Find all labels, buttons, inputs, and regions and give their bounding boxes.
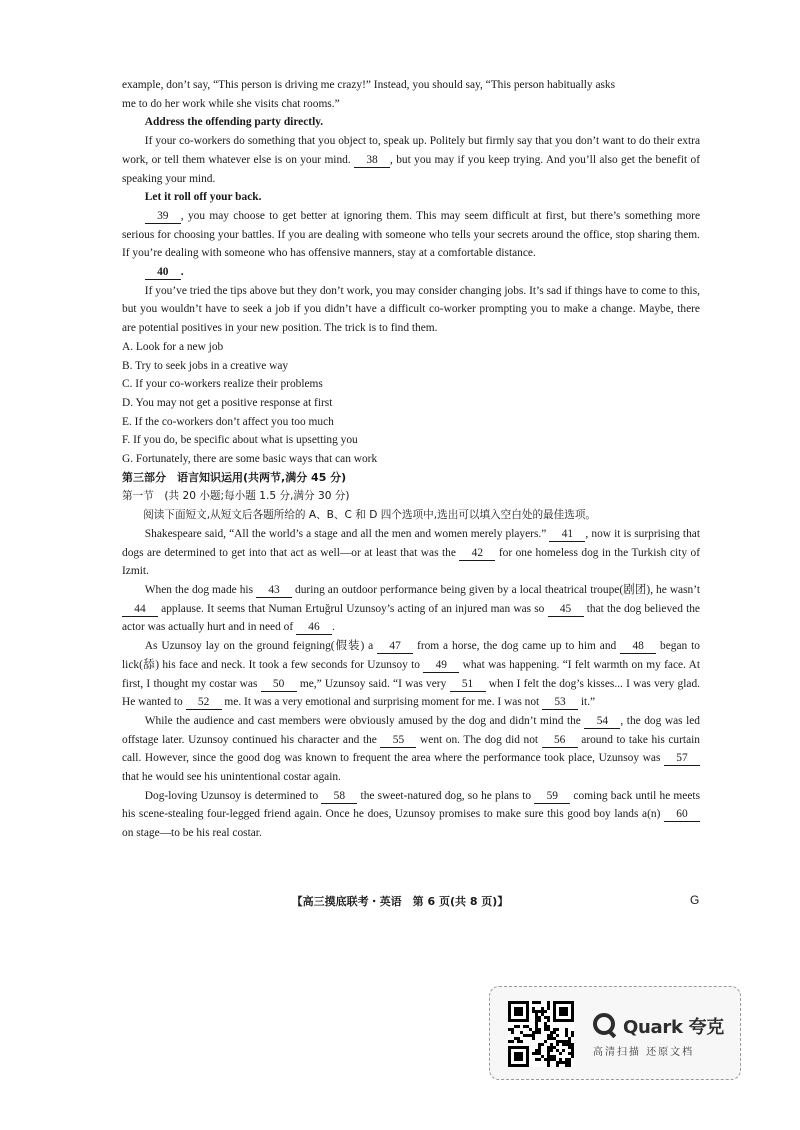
text-span: , you may choose to get better at ignoring them. This may seem difficult at first, but there’s something more serious for choosing your battles. If you are dealing with someone who tells your secrets around the office, stop sharing them. If you’re dealing with someone who has offensive manners, stay at a comfortable distance. (122, 209, 700, 260)
part-title: 第三部分 语言知识运用(共两节,满分 45 分) (122, 470, 347, 484)
blank-53: 53 (542, 696, 578, 710)
blank-39: 39 (145, 210, 181, 224)
blank-44: 44 (122, 603, 158, 617)
blank-55: 55 (380, 734, 416, 748)
blank-49: 49 (423, 659, 459, 673)
quark-watermark (489, 986, 741, 1080)
section-heading: Address the offending party directly. (144, 116, 324, 129)
option-item: F. If you do, be specific about what is upsetting you (122, 434, 358, 447)
option-item: A. Look for a new job (122, 340, 224, 353)
page-footer (0, 893, 800, 913)
paragraph: If you’ve tried the tips above but they don’t work, you may consider changing jobs. It’s sad if things have to come to this, but you wouldn’t have to seek a job if you didn’t have a difficult co-worker prompting you to make a change. Maybe, there are potential positives in your new position. The trick is to find them. (122, 284, 700, 335)
option-item: G. Fortunately, there are some basic ways that can work (122, 453, 378, 466)
blank-41: 41 (549, 528, 585, 542)
section-title: 第一节 (共 20 小题;每小题 1.5 分,满分 30 分) (122, 490, 350, 503)
cloze-paragraph: Dog-loving Uzunsoy is determined to 58 the sweet-natured dog, so he plans to 59 coming back until he meets his scene-stealing four-legged friend again. Once he does, Uzunsoy promises to make sure this good boy lands a(n) 60 on stage—to be his real costar. (122, 789, 700, 840)
page-text (122, 76, 700, 843)
option-item: D. You may not get a positive response at first (122, 396, 333, 409)
blank-54: 54 (584, 715, 620, 729)
intro-line: me to do her work while she visits chat rooms.” (122, 97, 340, 110)
blank-59: 59 (534, 790, 570, 804)
option-item: B. Try to seek jobs in a creative way (122, 359, 289, 372)
blank-46: 46 (296, 621, 332, 635)
paragraph: 40 . (122, 263, 700, 282)
instruction: 阅读下面短文,从短文后各题所给的 A、B、C 和 D 四个选项中,选出可以填入空白处的最佳选项。 (143, 509, 597, 522)
blank-56: 56 (542, 734, 578, 748)
blank-52: 52 (186, 696, 222, 710)
text-span: If your co-workers do something that you object to, speak up. Politely but firmly say that you don’t want to do their extra work, or tell them whatever else is on your mind. (122, 135, 700, 166)
blank-42: 42 (459, 547, 495, 561)
blank-57: 57 (664, 752, 700, 766)
option-item: C. If your co-workers realize their problems (122, 378, 323, 391)
blank-43: 43 (256, 584, 292, 598)
blank-50: 50 (261, 678, 297, 692)
blank-40: 40 (145, 266, 181, 280)
blank-58: 58 (321, 790, 357, 804)
qr-code-icon (508, 1001, 574, 1067)
quark-logo (593, 1009, 733, 1039)
cloze-paragraph: Shakespeare said, “All the world’s a stage and all the men and women merely players.” 41 , now it is surprising that dogs are determined to get into that act as well—or at least that was the 42 for one homeless dog in the Turkish city of Izmit. (122, 527, 700, 578)
blank-60: 60 (664, 808, 700, 822)
blank-48: 48 (620, 640, 656, 654)
quark-logo-icon (593, 1013, 615, 1035)
blank-51: 51 (450, 678, 486, 692)
paragraph (122, 207, 700, 263)
blank-45: 45 (548, 603, 584, 617)
quark-tagline: 高清扫描 还原文档 (593, 1047, 695, 1058)
section-heading: Let it roll off your back. (144, 191, 262, 204)
quark-brand: Quark 夸克 (623, 1017, 724, 1038)
cloze-paragraph: While the audience and cast members were obviously amused by the dog and didn’t mind the 54 , the dog was led offstage later. Uzunsoy continued his character and the 55 went on. The dog did not 56 around to take his curtain call. However, since the good dog was known to frequent the area where the performance took place, Uzunsoy was 57 that he would see his unintentional costar again. (122, 714, 701, 784)
footer-title: 【高三摸底联考・英语 第 6 页(共 8 页)】 (291, 895, 509, 908)
text-span: , but you may if you keep trying. And you’ll also get the benefit of speaking your mind. (122, 153, 700, 185)
intro-line: example, don’t say, “This person is driving me crazy!” Instead, you should say, “This person habitually asks (122, 79, 616, 91)
blank-47: 47 (377, 640, 413, 654)
cloze-paragraph: When the dog made his 43 during an outdoor performance being given by a local theatrical troupe(剧团), he wasn’t 44 applause. It seems that Numan Ertuğrul Uzunsoy’s acting of an injured man was so 45 that the dog believed the actor was actually hurt and in need of 46 . (122, 583, 700, 634)
cloze-paragraph: As Uzunsoy lay on the ground feigning(假装) a 47 from a horse, the dog came up to him and 48 began to lick(舔) his face and neck. It took a few seconds for Uzunsoy to 49 what was happening. “I felt warmth on my face. At first, I thought my costar was 50 me,” Uzunsoy said. “I was very 51 when I felt the dog’s kisses... I was very glad. He wanted to 52 me. It was a very emotional and surprising moment for me. I was not 53 it.” (122, 640, 700, 709)
blank-38: 38 (354, 154, 390, 168)
paragraph (122, 132, 700, 188)
option-item: E. If the co-workers don’t affect you too much (122, 415, 334, 428)
paper-version: G (690, 893, 700, 907)
